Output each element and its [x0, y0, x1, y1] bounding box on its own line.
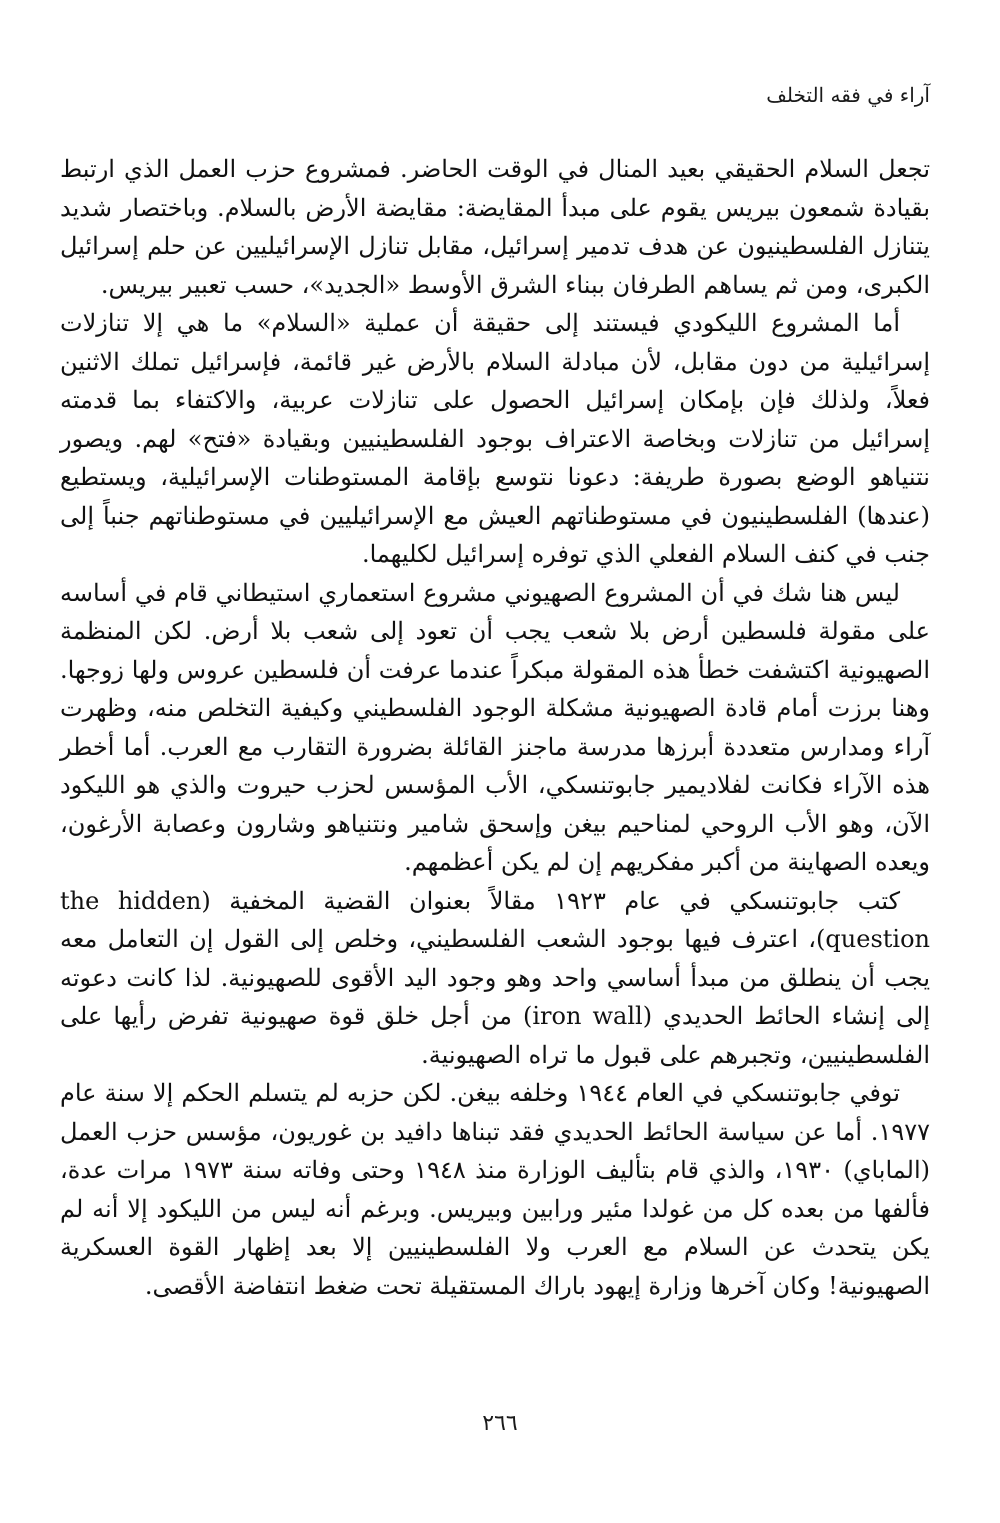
running-header: آراء في فقه التخلف	[766, 83, 930, 107]
body-text	[60, 150, 930, 1305]
paragraph-zionist-project: ليس هنا شك في أن المشروع الصهيوني مشروع استعماري استيطاني قام في أساسه على مقولة فلسطين أرض بلا شعب يجب أن تعود إلى شعب بلا أرض. لكن المنظمة الصهيونية اكتشفت خطأ هذه المقولة مبكراً عندما عرفت أن فلسطين عروس ولها زوجها. وهنا برزت أمام قادة الصهيونية مشكلة الوجود الفلسطيني وكيفية التخلص منه، وظهرت آراء ومدارس متعددة أبرزها مدرسة ماجنز القائلة بضرورة التقارب مع العرب. أما أخطر هذه الآراء فكانت لفلاديمير جابوتنسكي، الأب المؤسس لحزب حيروت والذي هو الليكود الآن، وهو الأب الروحي لمناحيم بيغن وإسحق شامير ونتنياهو وشارون وعصابة الأرغون، ويعده الصهاينة من أكبر مفكريهم إن لم يكن أعظمهم.	[60, 578, 930, 876]
paragraph-jabotinsky-article: كتب جابوتنسكي في عام ١٩٢٣ مقالاً بعنوان القضية المخفية (the hidden question)، اعترف فيها بوجود الشعب الفلسطيني، وخلص إلى القول إن التعامل معه يجب أن ينطلق من مبدأ أساسي واحد وهو وجود اليد الأقوى للصهيونية. لذا كانت دعوته إلى إنشاء الحائط الحديدي (iron wall) من أجل خلق قوة صهيونية تفرض رأيها على الفلسطينيين، وتجبرهم على قبول ما تراه الصهيونية.	[60, 886, 930, 1069]
paragraph-likud-project: أما المشروع الليكودي فيستند إلى حقيقة أن عملية «السلام» ما هي إلا تنازلات إسرائيلية من دون مقابل، لأن مبادلة السلام بالأرض غير قائمة، فإسرائيل تملك الاثنين فعلاً، ولذلك فإن بإمكان إسرائيل الحصول على تنازلات عربية، والاكتفاء بما قدمته إسرائيل من تنازلات وبخاصة الاعتراف بوجود الفلسطينيين وبقيادة «فتح» لهم. ويصور نتنياهو الوضع بصورة طريفة: دعونا نتوسع بإقامة المستوطنات الإسرائيلية، ويستطيع (عندها) الفلسطينيون في مستوطناتهم العيش مع الإسرائيليين في مستوطناتهم جنباً إلى جنب في كنف السلام الفعلي الذي توفره إسرائيل لكليهما.	[60, 309, 930, 568]
paragraph-jabotinsky-death: توفي جابوتنسكي في العام ١٩٤٤ وخلفه بيغن. لكن حزبه لم يتسلم الحكم إلا سنة عام ١٩٧٧. أما عن سياسة الحائط الحديدي فقد تبناها دافيد بن غوريون، مؤسس حزب العمل (الماباي) ١٩٣٠، والذي قام بتأليف الوزارة منذ ١٩٤٨ وحتى وفاته سنة ١٩٧٣ مرات عدة، فألفها من بعده كل من غولدا مئير ورابين وبيريس. وبرغم أنه ليس من الليكود إلا أنه لم يكن يتحدث عن السلام مع العرب ولا الفلسطينيين إلا بعد إظهار القوة العسكرية الصهيونية! وكان آخرها وزارة إيهود باراك المستقيلة تحت ضغط انتفاضة الأقصى.	[60, 1079, 931, 1300]
page-number: ٢٦٦	[482, 1411, 518, 1436]
paragraph-continuation: تجعل السلام الحقيقي بعيد المنال في الوقت الحاضر. فمشروع حزب العمل الذي ارتبط بقيادة شمعون بيريس يقوم على مبدأ المقايضة: مقايضة الأرض بالسلام. وباختصار شديد يتنازل الفلسطينيون عن هدف تدمير إسرائيل، مقابل تنازل الإسرائيليين عن حلم إسرائيل الكبرى، ومن ثم يساهم الطرفان ببناء الشرق الأوسط «الجديد»، حسب تعبير بيريس.	[60, 155, 930, 299]
